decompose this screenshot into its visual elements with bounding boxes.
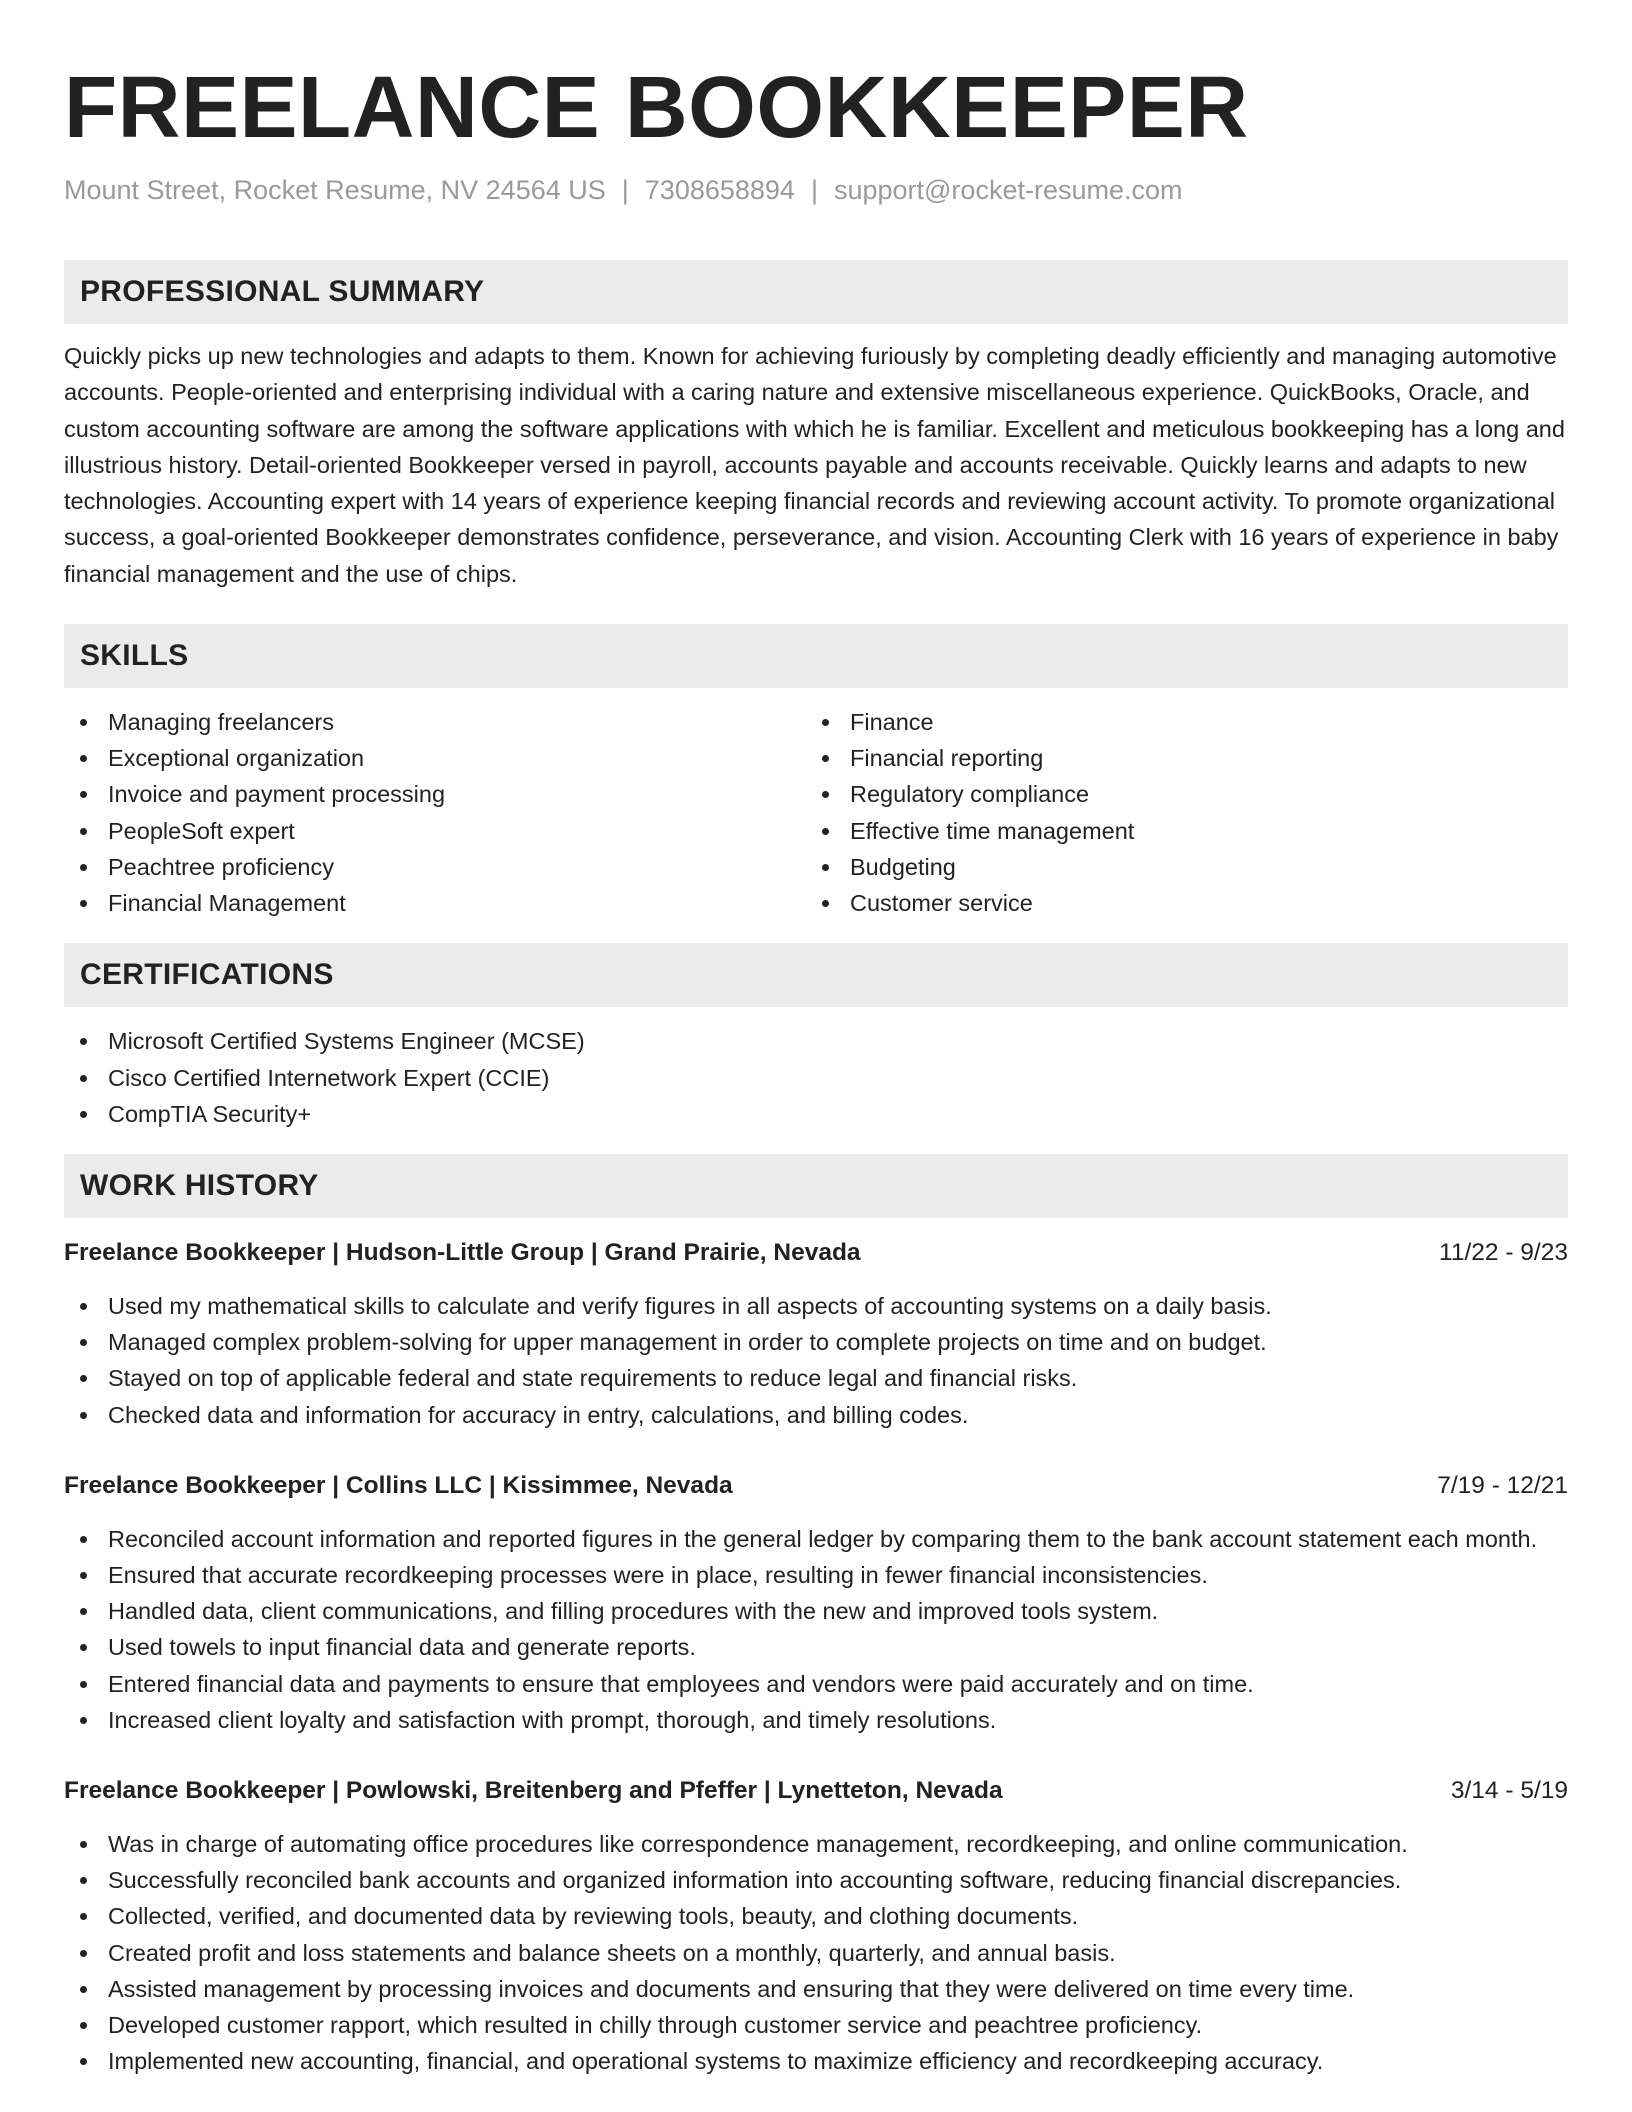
job-title: Freelance Bookkeeper | Hudson-Little Group | Grand Prairie, Nevada xyxy=(64,1238,861,1266)
job-duties xyxy=(64,1288,1568,1433)
job-header xyxy=(64,1774,1568,1808)
skill-item: Managing freelancers xyxy=(64,704,806,740)
job-entry xyxy=(64,1469,1568,1738)
job-duties xyxy=(64,1826,1568,2079)
contact-email: support@rocket-resume.com xyxy=(833,175,1183,205)
resume-name: FREELANCE BOOKKEEPER xyxy=(64,59,1249,156)
job-title: Freelance Bookkeeper | Powlowski, Breitenberg and Pfeffer | Lynetteton, Nevada xyxy=(64,1776,1003,1804)
skill-item: PeopleSoft expert xyxy=(64,813,806,849)
job-duty: Increased client loyalty and satisfaction with prompt, thorough, and timely resolutions. xyxy=(64,1702,1568,1738)
job-duty: Stayed on top of applicable federal and state requirements to reduce legal and financial risks. xyxy=(64,1360,1568,1396)
job-duty: Was in charge of automating office procedures like correspondence management, recordkeeping, and online communication. xyxy=(64,1826,1568,1862)
job-duty: Developed customer rapport, which resulted in chilly through customer service and peachtree proficiency. xyxy=(64,2007,1568,2043)
job-entry xyxy=(64,1774,1568,2079)
job-duty: Implemented new accounting, financial, and operational systems to maximize efficiency and recordkeeping accuracy. xyxy=(64,2043,1568,2079)
job-duties xyxy=(64,1521,1568,1738)
work-history-heading: WORK HISTORY xyxy=(64,1154,1568,1218)
contact-separator: | xyxy=(621,175,629,205)
skill-item: Financial reporting xyxy=(806,740,1548,776)
skills-column-right xyxy=(806,704,1548,921)
job-duty: Used towels to input financial data and generate reports. xyxy=(64,1629,1568,1665)
certification-item: CompTIA Security+ xyxy=(64,1096,1568,1132)
skill-item: Customer service xyxy=(806,885,1548,921)
job-dates: 11/22 - 9/23 xyxy=(1439,1238,1568,1266)
job-duty: Entered financial data and payments to ensure that employees and vendors were paid accurately and on time. xyxy=(64,1666,1568,1702)
job-duty: Created profit and loss statements and balance sheets on a monthly, quarterly, and annual basis. xyxy=(64,1935,1568,1971)
resume-page xyxy=(64,0,1568,2079)
job-header xyxy=(64,1469,1568,1503)
skills-list xyxy=(64,704,1568,921)
job-header xyxy=(64,1236,1568,1270)
skill-item: Exceptional organization xyxy=(64,740,806,776)
skill-item: Invoice and payment processing xyxy=(64,776,806,812)
job-duty: Ensured that accurate recordkeeping processes were in place, resulting in fewer financial inconsistencies. xyxy=(64,1557,1568,1593)
skill-item: Regulatory compliance xyxy=(806,776,1548,812)
job-duty: Collected, verified, and documented data by reviewing tools, beauty, and clothing documents. xyxy=(64,1898,1568,1934)
contact-address: Mount Street, Rocket Resume, NV 24564 US xyxy=(64,175,606,205)
certification-item: Microsoft Certified Systems Engineer (MCSE) xyxy=(64,1023,1568,1059)
job-duty: Managed complex problem-solving for upper management in order to complete projects on time and on budget. xyxy=(64,1324,1568,1360)
certification-item: Cisco Certified Internetwork Expert (CCIE) xyxy=(64,1060,1568,1096)
contact-phone: 7308658894 xyxy=(644,175,795,205)
skills-column-left xyxy=(64,704,806,921)
job-duty: Used my mathematical skills to calculate and verify figures in all aspects of accounting systems on a daily basis. xyxy=(64,1288,1568,1324)
job-duty: Handled data, client communications, and filling procedures with the new and improved tools system. xyxy=(64,1593,1568,1629)
skill-item: Financial Management xyxy=(64,885,806,921)
job-duty: Reconciled account information and reported figures in the general ledger by comparing them to the bank account statement each month. xyxy=(64,1521,1568,1557)
job-duty: Checked data and information for accuracy in entry, calculations, and billing codes. xyxy=(64,1397,1568,1433)
summary-heading: PROFESSIONAL SUMMARY xyxy=(64,260,1568,324)
skill-item: Budgeting xyxy=(806,849,1548,885)
contact-separator: | xyxy=(810,175,818,205)
skill-item: Peachtree proficiency xyxy=(64,849,806,885)
job-entry xyxy=(64,1236,1568,1433)
certifications-list xyxy=(64,1023,1568,1132)
job-dates: 7/19 - 12/21 xyxy=(1437,1471,1568,1499)
job-duty: Assisted management by processing invoices and documents and ensuring that they were delivered on time every time. xyxy=(64,1971,1568,2007)
summary-text: Quickly picks up new technologies and adapts to them. Known for achieving furiously by completing deadly efficiently and managing automotive accounts. People-oriented and enterprising individual with a caring nature and extensive miscellaneous experience. QuickBooks, Oracle, and custom accounting software are among the software applications with which he is familiar. Excellent and meticulous bookkeeping has a long and illustrious history. Detail-oriented Bookkeeper versed in payroll, accounts payable and accounts receivable. Quickly learns and adapts to new technologies. Accounting expert with 14 years of experience keeping financial records and reviewing account activity. To promote organizational success, a goal-oriented Bookkeeper demonstrates confidence, perseverance, and vision. Accounting Clerk with 16 years of experience in baby financial management and the use of chips. xyxy=(64,343,1565,587)
skill-item: Finance xyxy=(806,704,1548,740)
skill-item: Effective time management xyxy=(806,813,1548,849)
job-dates: 3/14 - 5/19 xyxy=(1450,1776,1568,1804)
job-title: Freelance Bookkeeper | Collins LLC | Kissimmee, Nevada xyxy=(64,1471,733,1499)
job-duty: Successfully reconciled bank accounts and organized information into accounting software, reducing financial discrepancies. xyxy=(64,1862,1568,1898)
skills-heading: SKILLS xyxy=(64,624,1568,688)
contact-line xyxy=(64,172,1568,208)
certifications-heading: CERTIFICATIONS xyxy=(64,943,1568,1007)
